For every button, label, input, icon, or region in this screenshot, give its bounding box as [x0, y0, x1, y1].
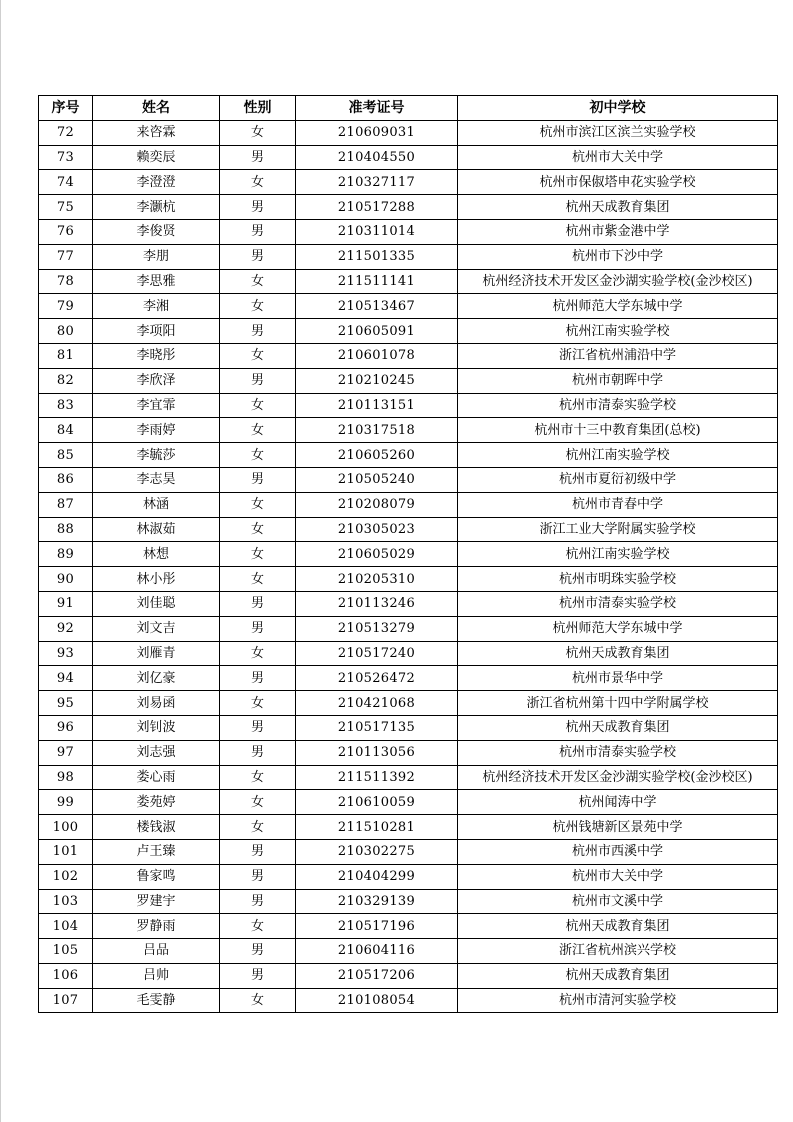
cell-middle-school: 杭州市清泰实验学校 — [458, 591, 778, 616]
cell-admission-ticket-number: 210404299 — [296, 864, 458, 889]
cell-serial-number: 103 — [39, 889, 93, 914]
cell-name: 李宜霏 — [93, 393, 220, 418]
cell-admission-ticket-number: 210329139 — [296, 889, 458, 914]
cell-name: 刘文吉 — [93, 616, 220, 641]
cell-admission-ticket-number: 211511141 — [296, 269, 458, 294]
cell-middle-school: 杭州市紫金港中学 — [458, 219, 778, 244]
table-row — [39, 567, 778, 592]
cell-name: 罗建宇 — [93, 889, 220, 914]
cell-gender: 男 — [220, 939, 296, 964]
table-row — [39, 195, 778, 220]
table-row — [39, 393, 778, 418]
table-row — [39, 740, 778, 765]
cell-serial-number: 86 — [39, 467, 93, 492]
cell-serial-number: 95 — [39, 691, 93, 716]
cell-name: 来咨霖 — [93, 120, 220, 145]
cell-middle-school: 杭州闻涛中学 — [458, 790, 778, 815]
header-serial-number: 序号 — [39, 96, 93, 121]
header-name: 姓名 — [93, 96, 220, 121]
cell-name: 卢王臻 — [93, 839, 220, 864]
table-row — [39, 839, 778, 864]
cell-middle-school: 杭州市景华中学 — [458, 666, 778, 691]
cell-admission-ticket-number: 210513279 — [296, 616, 458, 641]
cell-admission-ticket-number: 210517206 — [296, 963, 458, 988]
cell-serial-number: 99 — [39, 790, 93, 815]
cell-name: 李晓彤 — [93, 343, 220, 368]
table-row — [39, 963, 778, 988]
cell-middle-school: 浙江省杭州滨兴学校 — [458, 939, 778, 964]
cell-gender: 男 — [220, 889, 296, 914]
cell-middle-school: 杭州师范大学东城中学 — [458, 294, 778, 319]
cell-admission-ticket-number: 210517196 — [296, 914, 458, 939]
cell-middle-school: 杭州市西溪中学 — [458, 839, 778, 864]
cell-serial-number: 97 — [39, 740, 93, 765]
cell-serial-number: 81 — [39, 343, 93, 368]
cell-admission-ticket-number: 210113246 — [296, 591, 458, 616]
cell-name: 李欣泽 — [93, 368, 220, 393]
table-row — [39, 715, 778, 740]
cell-serial-number: 87 — [39, 492, 93, 517]
cell-gender: 男 — [220, 244, 296, 269]
cell-gender: 男 — [220, 467, 296, 492]
page-edge — [0, 0, 1, 1122]
cell-admission-ticket-number: 210605260 — [296, 443, 458, 468]
cell-gender: 男 — [220, 591, 296, 616]
cell-middle-school: 杭州天成教育集团 — [458, 914, 778, 939]
cell-middle-school: 浙江省杭州浦沿中学 — [458, 343, 778, 368]
cell-admission-ticket-number: 210604116 — [296, 939, 458, 964]
cell-admission-ticket-number: 210113056 — [296, 740, 458, 765]
cell-name: 鲁家鸣 — [93, 864, 220, 889]
cell-name: 李澄澄 — [93, 170, 220, 195]
cell-admission-ticket-number: 210205310 — [296, 567, 458, 592]
cell-admission-ticket-number: 210317518 — [296, 418, 458, 443]
header-admission-ticket-number: 准考证号 — [296, 96, 458, 121]
table-row — [39, 616, 778, 641]
cell-middle-school: 杭州市青春中学 — [458, 492, 778, 517]
cell-admission-ticket-number: 210526472 — [296, 666, 458, 691]
cell-admission-ticket-number: 211501335 — [296, 244, 458, 269]
cell-serial-number: 88 — [39, 517, 93, 542]
cell-serial-number: 90 — [39, 567, 93, 592]
table-row — [39, 294, 778, 319]
cell-middle-school: 杭州江南实验学校 — [458, 542, 778, 567]
cell-name: 林涵 — [93, 492, 220, 517]
table-row — [39, 591, 778, 616]
cell-middle-school: 杭州市夏衍初级中学 — [458, 467, 778, 492]
cell-name: 李湘 — [93, 294, 220, 319]
cell-serial-number: 72 — [39, 120, 93, 145]
cell-serial-number: 75 — [39, 195, 93, 220]
header-row — [39, 96, 778, 121]
cell-admission-ticket-number: 210505240 — [296, 467, 458, 492]
cell-gender: 女 — [220, 343, 296, 368]
cell-serial-number: 91 — [39, 591, 93, 616]
table-row — [39, 691, 778, 716]
cell-serial-number: 77 — [39, 244, 93, 269]
table-body — [39, 120, 778, 1013]
cell-serial-number: 98 — [39, 765, 93, 790]
cell-admission-ticket-number: 210605091 — [296, 319, 458, 344]
cell-serial-number: 105 — [39, 939, 93, 964]
cell-gender: 女 — [220, 294, 296, 319]
table-row — [39, 864, 778, 889]
cell-gender: 女 — [220, 517, 296, 542]
cell-admission-ticket-number: 210517288 — [296, 195, 458, 220]
cell-gender: 女 — [220, 790, 296, 815]
table-row — [39, 443, 778, 468]
cell-gender: 女 — [220, 418, 296, 443]
table-header — [39, 96, 778, 121]
cell-middle-school: 杭州天成教育集团 — [458, 641, 778, 666]
cell-gender: 女 — [220, 393, 296, 418]
table-row — [39, 219, 778, 244]
cell-middle-school: 杭州天成教育集团 — [458, 715, 778, 740]
cell-name: 罗静雨 — [93, 914, 220, 939]
cell-serial-number: 100 — [39, 815, 93, 840]
cell-middle-school: 杭州市下沙中学 — [458, 244, 778, 269]
table-row — [39, 517, 778, 542]
cell-name: 刘佳聪 — [93, 591, 220, 616]
table-row — [39, 914, 778, 939]
cell-gender: 男 — [220, 319, 296, 344]
cell-middle-school: 杭州钱塘新区景苑中学 — [458, 815, 778, 840]
cell-gender: 女 — [220, 641, 296, 666]
cell-name: 刘钊波 — [93, 715, 220, 740]
cell-serial-number: 73 — [39, 145, 93, 170]
cell-serial-number: 93 — [39, 641, 93, 666]
cell-name: 刘易函 — [93, 691, 220, 716]
cell-admission-ticket-number: 210517240 — [296, 641, 458, 666]
cell-middle-school: 杭州市十三中教育集团(总校) — [458, 418, 778, 443]
cell-admission-ticket-number: 210609031 — [296, 120, 458, 145]
header-gender: 性别 — [220, 96, 296, 121]
cell-name: 娄心雨 — [93, 765, 220, 790]
cell-admission-ticket-number: 210404550 — [296, 145, 458, 170]
table-row — [39, 939, 778, 964]
cell-serial-number: 96 — [39, 715, 93, 740]
cell-name: 吕帅 — [93, 963, 220, 988]
cell-gender: 男 — [220, 715, 296, 740]
cell-middle-school: 杭州市清泰实验学校 — [458, 740, 778, 765]
cell-serial-number: 94 — [39, 666, 93, 691]
cell-admission-ticket-number: 210302275 — [296, 839, 458, 864]
cell-admission-ticket-number: 210610059 — [296, 790, 458, 815]
table-row — [39, 269, 778, 294]
cell-middle-school: 杭州市清泰实验学校 — [458, 393, 778, 418]
cell-gender: 男 — [220, 963, 296, 988]
cell-name: 李思雅 — [93, 269, 220, 294]
cell-name: 刘志强 — [93, 740, 220, 765]
cell-middle-school: 浙江省杭州第十四中学附属学校 — [458, 691, 778, 716]
cell-middle-school: 浙江工业大学附属实验学校 — [458, 517, 778, 542]
table-row — [39, 889, 778, 914]
cell-name: 林小彤 — [93, 567, 220, 592]
table-row — [39, 418, 778, 443]
cell-middle-school: 杭州市大关中学 — [458, 864, 778, 889]
table-row — [39, 641, 778, 666]
cell-gender: 男 — [220, 666, 296, 691]
table-row — [39, 815, 778, 840]
cell-gender: 男 — [220, 740, 296, 765]
cell-serial-number: 79 — [39, 294, 93, 319]
cell-gender: 女 — [220, 567, 296, 592]
cell-admission-ticket-number: 210421068 — [296, 691, 458, 716]
table-row — [39, 666, 778, 691]
cell-serial-number: 74 — [39, 170, 93, 195]
cell-admission-ticket-number: 210311014 — [296, 219, 458, 244]
table-row — [39, 343, 778, 368]
table-row — [39, 765, 778, 790]
cell-name: 李项阳 — [93, 319, 220, 344]
cell-gender: 男 — [220, 195, 296, 220]
cell-serial-number: 82 — [39, 368, 93, 393]
cell-gender: 男 — [220, 368, 296, 393]
cell-name: 李俊贤 — [93, 219, 220, 244]
table-row — [39, 542, 778, 567]
cell-name: 赖奕辰 — [93, 145, 220, 170]
cell-admission-ticket-number: 210513467 — [296, 294, 458, 319]
cell-gender: 男 — [220, 864, 296, 889]
cell-middle-school: 杭州市明珠实验学校 — [458, 567, 778, 592]
cell-gender: 女 — [220, 914, 296, 939]
cell-middle-school: 杭州经济技术开发区金沙湖实验学校(金沙校区) — [458, 269, 778, 294]
cell-name: 李朋 — [93, 244, 220, 269]
cell-name: 毛雯静 — [93, 988, 220, 1013]
cell-gender: 女 — [220, 120, 296, 145]
cell-gender: 女 — [220, 542, 296, 567]
cell-name: 李灏杭 — [93, 195, 220, 220]
cell-gender: 男 — [220, 616, 296, 641]
cell-name: 刘亿豪 — [93, 666, 220, 691]
cell-middle-school: 杭州天成教育集团 — [458, 195, 778, 220]
cell-middle-school: 杭州江南实验学校 — [458, 319, 778, 344]
cell-serial-number: 85 — [39, 443, 93, 468]
cell-gender: 男 — [220, 145, 296, 170]
cell-admission-ticket-number: 211511392 — [296, 765, 458, 790]
table-row — [39, 319, 778, 344]
cell-name: 李雨婷 — [93, 418, 220, 443]
cell-admission-ticket-number: 210113151 — [296, 393, 458, 418]
cell-serial-number: 107 — [39, 988, 93, 1013]
cell-serial-number: 104 — [39, 914, 93, 939]
cell-middle-school: 杭州市清河实验学校 — [458, 988, 778, 1013]
cell-admission-ticket-number: 210208079 — [296, 492, 458, 517]
cell-admission-ticket-number: 210108054 — [296, 988, 458, 1013]
table-row — [39, 170, 778, 195]
cell-admission-ticket-number: 210305023 — [296, 517, 458, 542]
cell-gender: 女 — [220, 269, 296, 294]
cell-middle-school: 杭州市文溪中学 — [458, 889, 778, 914]
table-row — [39, 988, 778, 1013]
cell-serial-number: 83 — [39, 393, 93, 418]
cell-admission-ticket-number: 210210245 — [296, 368, 458, 393]
table-row — [39, 145, 778, 170]
cell-serial-number: 80 — [39, 319, 93, 344]
table-row — [39, 790, 778, 815]
cell-gender: 女 — [220, 765, 296, 790]
cell-middle-school: 杭州江南实验学校 — [458, 443, 778, 468]
cell-admission-ticket-number: 210327117 — [296, 170, 458, 195]
cell-gender: 男 — [220, 839, 296, 864]
cell-serial-number: 84 — [39, 418, 93, 443]
table-row — [39, 244, 778, 269]
cell-serial-number: 76 — [39, 219, 93, 244]
cell-gender: 女 — [220, 443, 296, 468]
cell-serial-number: 106 — [39, 963, 93, 988]
cell-middle-school: 杭州经济技术开发区金沙湖实验学校(金沙校区) — [458, 765, 778, 790]
table-row — [39, 492, 778, 517]
cell-admission-ticket-number: 211510281 — [296, 815, 458, 840]
cell-name: 林淑茹 — [93, 517, 220, 542]
cell-name: 刘雁青 — [93, 641, 220, 666]
table-row — [39, 120, 778, 145]
cell-serial-number: 102 — [39, 864, 93, 889]
cell-gender: 女 — [220, 691, 296, 716]
cell-gender: 女 — [220, 815, 296, 840]
cell-gender: 女 — [220, 170, 296, 195]
table-row — [39, 368, 778, 393]
cell-name: 吕品 — [93, 939, 220, 964]
cell-gender: 男 — [220, 219, 296, 244]
cell-admission-ticket-number: 210517135 — [296, 715, 458, 740]
student-roster-table — [38, 95, 778, 1013]
cell-middle-school: 杭州天成教育集团 — [458, 963, 778, 988]
cell-name: 李毓莎 — [93, 443, 220, 468]
cell-middle-school: 杭州市保俶塔申花实验学校 — [458, 170, 778, 195]
cell-serial-number: 89 — [39, 542, 93, 567]
header-middle-school: 初中学校 — [458, 96, 778, 121]
cell-middle-school: 杭州市朝晖中学 — [458, 368, 778, 393]
cell-admission-ticket-number: 210605029 — [296, 542, 458, 567]
cell-middle-school: 杭州市大关中学 — [458, 145, 778, 170]
cell-admission-ticket-number: 210601078 — [296, 343, 458, 368]
cell-name: 李志昊 — [93, 467, 220, 492]
cell-name: 林想 — [93, 542, 220, 567]
cell-gender: 女 — [220, 988, 296, 1013]
cell-name: 楼钱淑 — [93, 815, 220, 840]
cell-gender: 女 — [220, 492, 296, 517]
cell-name: 娄苑婷 — [93, 790, 220, 815]
cell-serial-number: 78 — [39, 269, 93, 294]
table-row — [39, 467, 778, 492]
cell-middle-school: 杭州师范大学东城中学 — [458, 616, 778, 641]
cell-middle-school: 杭州市滨江区滨兰实验学校 — [458, 120, 778, 145]
cell-serial-number: 101 — [39, 839, 93, 864]
cell-serial-number: 92 — [39, 616, 93, 641]
